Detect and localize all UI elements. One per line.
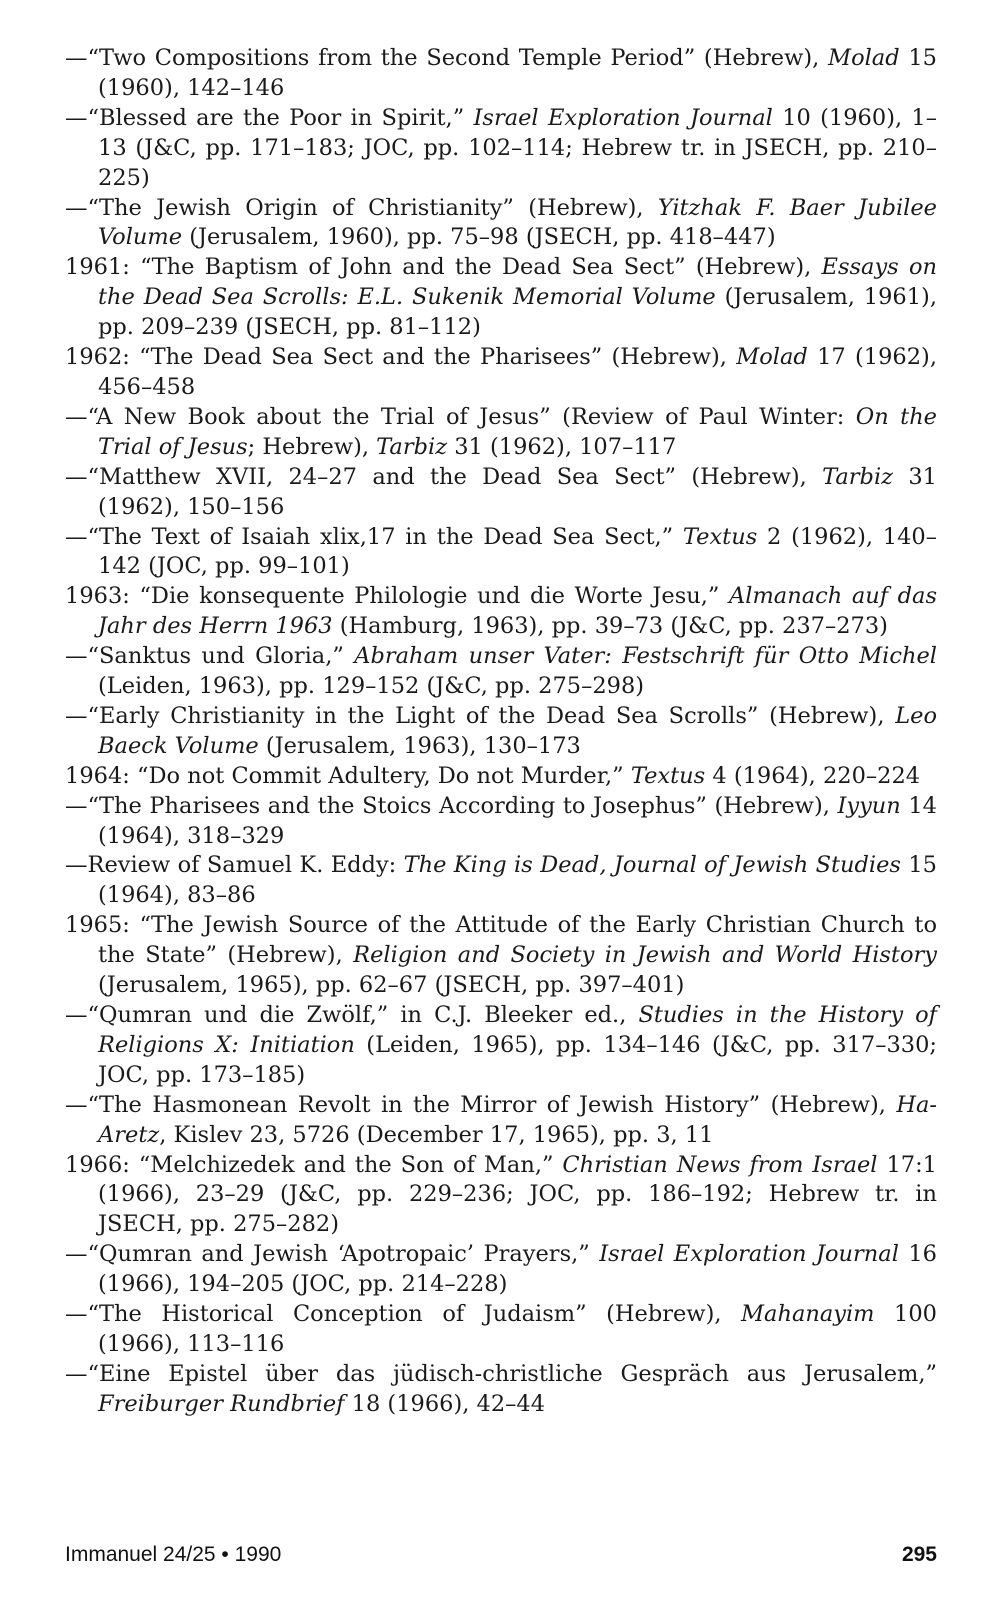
entry-text: (Leiden, 1963), pp. 129–152 (J&C, pp. 275–298) (98, 673, 645, 700)
bibliography-entry (65, 1001, 937, 1091)
bibliography-entry (65, 911, 937, 1001)
bibliography-list (65, 44, 937, 1420)
entry-text: 4 (1964), 220–224 (705, 762, 921, 789)
publication-title: Abraham unser Vater: Festschrift für Otto Michel (354, 643, 937, 670)
entry-text: —“Qumran und die Zwölf,” in C.J. Bleeker ed., (65, 1002, 639, 1028)
bibliography-entry (65, 1240, 937, 1300)
entry-text: 16 (1966), 194–205 (JOC, pp. 214–228) (98, 1241, 937, 1298)
entry-text: 100 (1966), 113–116 (98, 1301, 937, 1357)
bibliography-entry (65, 44, 937, 104)
page-footer (65, 1543, 937, 1567)
entry-text: (Jerusalem, 1960), pp. 75–98 (JSECH, pp. 418–447) (182, 224, 776, 251)
entry-text: —“Qumran and Jewish ‘Apotropaic’ Prayers,” (65, 1241, 600, 1268)
bibliography-entry (65, 343, 937, 403)
publication-title: Ha-Aretz (98, 1091, 937, 1148)
publication-title: Studies in the History of Religions X: Initiation (98, 1002, 937, 1058)
bibliography-entry (65, 104, 937, 194)
entry-text: —“The Text of Isaiah xlix,17 in the Dead Sea Sect,” (65, 523, 683, 550)
entry-text: —“A New Book about the Trial of Jesus” (Review of Paul Winter: (65, 403, 856, 430)
bibliography-entry (65, 642, 937, 702)
publication-title: Textus (630, 762, 706, 789)
publication-title: Molad (736, 344, 808, 371)
entry-text: —“The Pharisees and the Stoics According to Josephus” (Hebrew), (65, 792, 838, 819)
publication-title: The King is Dead, Journal of Jewish Studies (403, 852, 901, 879)
entry-text: —“Blessed are the Poor in Spirit,” (65, 104, 474, 131)
entry-text: —“Two Compositions from the Second Temple Period” (Hebrew), (65, 45, 829, 71)
entry-text: —Review of Samuel K. Eddy: (65, 852, 404, 879)
entry-text: (Jerusalem, 1963), 130–173 (258, 732, 581, 759)
entry-text: —“Matthew XVII, 24–27 and the Dead Sea Sect” (Hebrew), (65, 463, 823, 490)
entry-text: ; Hebrew), (247, 433, 377, 460)
bibliography-entry (65, 1300, 937, 1360)
entry-text: (Hamburg, 1963), pp. 39–73 (J&C, pp. 237–273) (332, 613, 888, 640)
bibliography-entry (65, 194, 937, 254)
bibliography-entry (65, 582, 937, 642)
entry-text: 1961: “The Baptism of John and the Dead Sea Sect” (Hebrew), (65, 254, 822, 281)
entry-text: 1966: “Melchizedek and the Son of Man,” (65, 1151, 563, 1178)
entry-text: —“The Jewish Origin of Christianity” (Hebrew), (65, 194, 658, 221)
publication-title: Leo Baeck Volume (98, 702, 937, 759)
entry-text: —“The Historical Conception of Judaism” (Hebrew), (65, 1301, 742, 1328)
entry-text: 31 (1962), 150–156 (98, 463, 937, 520)
publication-title: Christian News from Israel (562, 1151, 878, 1178)
entry-text: —“Eine Epistel über das jüdisch-christliche Gespräch aus Jerusalem,” (65, 1360, 937, 1387)
entry-text: —“Sanktus und Gloria,” (65, 643, 355, 670)
bibliography-entry (65, 1360, 937, 1420)
publication-title: Religion and Society in Jewish and World History (353, 942, 937, 969)
bibliography-entry (65, 702, 937, 762)
publication-title: On the Trial of Jesus (98, 403, 937, 460)
entry-text: 2 (1962), 140–142 (JOC, pp. 99–101) (98, 523, 938, 580)
publication-title: Textus (682, 523, 758, 550)
publication-title: Molad (828, 45, 900, 71)
entry-text: 1963: “Die konsequente Philologie und die Worte Jesu,” (65, 583, 730, 610)
entry-text: 10 (1960), 1–13 (J&C, pp. 171–183; JOC, pp. 102–114; Hebrew tr. in JSECH, pp. 210–225) (98, 104, 938, 191)
entry-text: 31 (1962), 107–117 (447, 433, 677, 460)
bibliography-entry (65, 792, 937, 852)
publication-title: Israel Exploration Journal (473, 104, 773, 131)
entry-text: (Jerusalem, 1965), pp. 62–67 (JSECH, pp. 397–401) (98, 972, 685, 999)
publication-title: Mahanayim (741, 1301, 875, 1328)
bibliography-entry (65, 253, 937, 343)
bibliography-entry (65, 851, 937, 911)
entry-text: (Leiden, 1965), pp. 134–146 (J&C, pp. 317–330; JOC, pp. 173–185) (98, 1031, 937, 1088)
entry-text: 1964: “Do not Commit Adultery, Do not Murder,” (65, 762, 631, 789)
entry-text: 18 (1966), 42–44 (344, 1390, 546, 1417)
entry-text: (Jerusalem, 1961), pp. 209–239 (JSECH, pp. 81–112) (98, 284, 937, 341)
entry-text: 1962: “The Dead Sea Sect and the Pharisees” (Hebrew), (65, 344, 737, 371)
bibliography-entry (65, 1091, 937, 1151)
bibliography-entry (65, 463, 937, 523)
bibliography-entry (65, 762, 937, 792)
bibliography-entry (65, 403, 937, 463)
publication-title: Israel Exploration Journal (599, 1241, 899, 1268)
publication-title: Yitzhak F. Baer Jubilee Volume (98, 194, 937, 251)
journal-issue: Immanuel 24/25 • 1990 (65, 1543, 282, 1566)
publication-title: Freiburger Rundbrief (98, 1390, 345, 1417)
bibliography-entry (65, 1151, 937, 1241)
entry-text: —“Early Christianity in the Light of the Dead Sea Scrolls” (Hebrew), (65, 702, 896, 729)
entry-text: 14 (1964), 318–329 (98, 792, 937, 849)
publication-title: Essays on the Dead Sea Scrolls: E.L. Sukenik Memorial Volume (98, 254, 937, 311)
publication-title: Tarbiz (822, 463, 894, 490)
publication-title: Almanach auf das Jahr des Herrn 1963 (98, 583, 938, 640)
entry-text: 15 (1964), 83–86 (98, 852, 937, 909)
entry-text: 17 (1962), 456–458 (98, 344, 937, 400)
entry-text: 1965: “The Jewish Source of the Attitude of the Early Christian Church to the State” (Hebrew), (65, 912, 937, 969)
publication-title: Tarbiz (376, 433, 448, 460)
entry-text: —“The Hasmonean Revolt in the Mirror of Jewish History” (Hebrew), (65, 1091, 897, 1118)
page-number: 295 (901, 1543, 937, 1566)
publication-title: Iyyun (837, 792, 901, 819)
entry-text: , Kislev 23, 5726 (December 17, 1965), pp. 3, 11 (159, 1121, 714, 1148)
entry-text: 17:1 (1966), 23–29 (J&C, pp. 229–236; JOC, pp. 186–192; Hebrew tr. in JSECH, pp. 275–282) (98, 1151, 937, 1238)
bibliography-entry (65, 523, 937, 583)
entry-text: 15 (1960), 142–146 (98, 45, 937, 101)
